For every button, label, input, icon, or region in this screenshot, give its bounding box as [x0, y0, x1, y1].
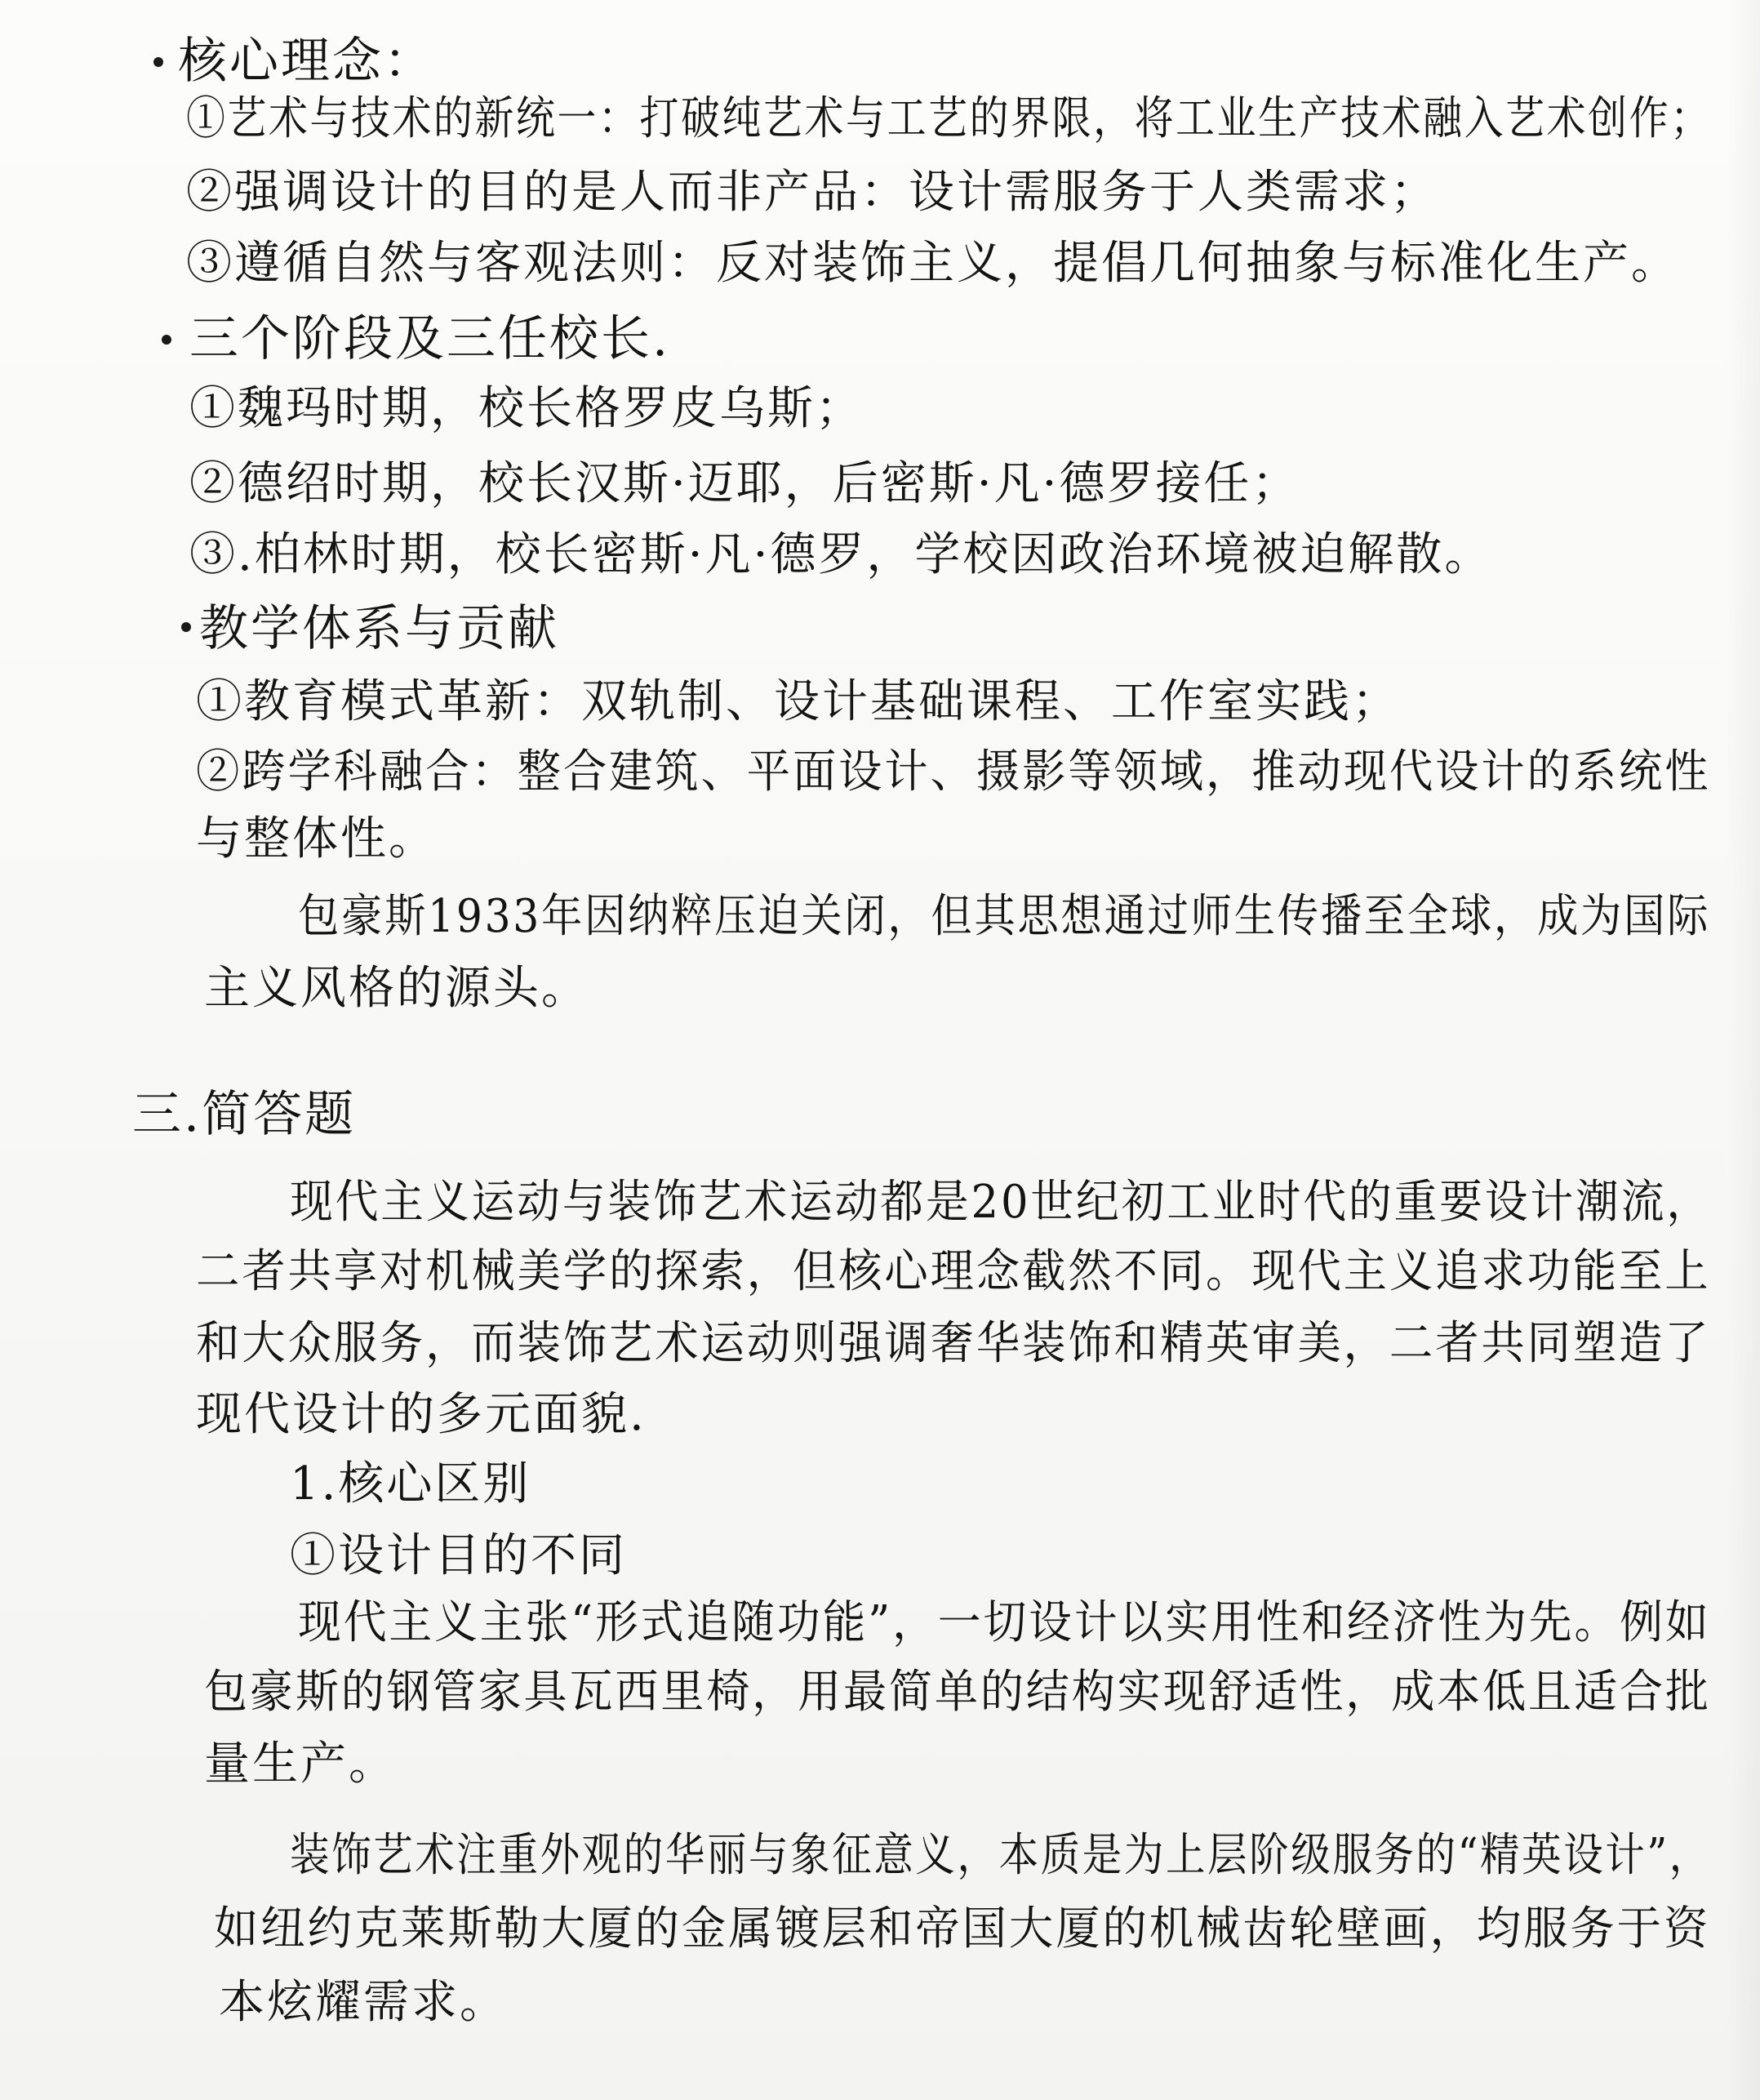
core-item-2: ②强调设计的目的是人而非产品：设计需服务于人类需求； — [186, 166, 1438, 219]
bullet-teaching — [181, 622, 191, 632]
bullet-core — [153, 57, 163, 67]
subheading-core-difference: 1.核心区别 — [290, 1457, 531, 1510]
teaching-closing-1: 包豪斯1933年因纳粹压迫关闭，但其思想通过师生传播至全球，成为国际 — [298, 890, 1711, 943]
stage-item-1: ①魏玛时期，校长格罗皮乌斯； — [189, 382, 864, 435]
teaching-item-1: ①教育模式革新：双轨制、设计基础课程、工作室实践； — [196, 675, 1400, 728]
stage-item-3: ③.柏林时期，校长密斯·凡·德罗，学校因政治环境被迫解散。 — [189, 528, 1493, 581]
short-answer-intro-4: 现代设计的多元面貌. — [196, 1388, 647, 1441]
bullet-stages — [162, 335, 171, 345]
short-answer-intro-3: 和大众服务，而装饰艺术运动则强调奢华装饰和精英审美，二者共同塑造了 — [196, 1317, 1711, 1370]
core-item-3: ③遵循自然与客观法则：反对装饰主义，提倡几何抽象与标准化生产。 — [186, 237, 1679, 290]
art-deco-para-3: 本炫耀需求。 — [219, 1976, 508, 2029]
page-edge-shadow — [1727, 0, 1760, 2100]
teaching-item-2-cont: 与整体性。 — [196, 812, 437, 865]
teaching-item-2: ②跨学科融合：整合建筑、平面设计、摄影等领域，推动现代设计的系统性 — [196, 745, 1711, 799]
heading-teaching-system: 教学体系与贡献 — [199, 600, 559, 657]
heading-short-answer: 三.简答题 — [132, 1086, 357, 1143]
short-answer-intro-2: 二者共享对机械美学的探索，但核心理念截然不同。现代主义追求功能至上 — [196, 1245, 1711, 1298]
core-item-1: ①艺术与技术的新统一：打破纯艺术与工艺的界限，将工业生产技术融入艺术创作； — [186, 92, 1712, 145]
modernism-para-2: 包豪斯的钢管家具瓦西里椅，用最简单的结构实现舒适性，成本低且适合批 — [204, 1666, 1711, 1719]
subheading-design-purpose: ①设计目的不同 — [290, 1529, 627, 1582]
stage-item-2: ②德绍时期，校长汉斯·迈耶，后密斯·凡·德罗接任； — [189, 457, 1300, 510]
art-deco-para-1: 装饰艺术注重外观的华丽与象征意义，本质是为上层阶级服务的“精英设计”， — [290, 1829, 1711, 1882]
modernism-para-1: 现代主义主张“形式追随功能”，一切设计以实用性和经济性为先。例如 — [298, 1596, 1711, 1649]
teaching-closing-2: 主义风格的源头。 — [204, 962, 589, 1015]
heading-three-stages: 三个阶段及三任校长. — [189, 310, 671, 367]
heading-core-ideas: 核心理念： — [178, 33, 435, 90]
short-answer-intro-1: 现代主义运动与装饰艺术运动都是20世纪初工业时代的重要设计潮流， — [290, 1176, 1712, 1229]
modernism-para-3: 量生产。 — [204, 1737, 397, 1791]
art-deco-para-2: 如纽约克莱斯勒大厦的金属镀层和帝国大厦的机械齿轮壁画，均服务于资 — [214, 1902, 1711, 1955]
